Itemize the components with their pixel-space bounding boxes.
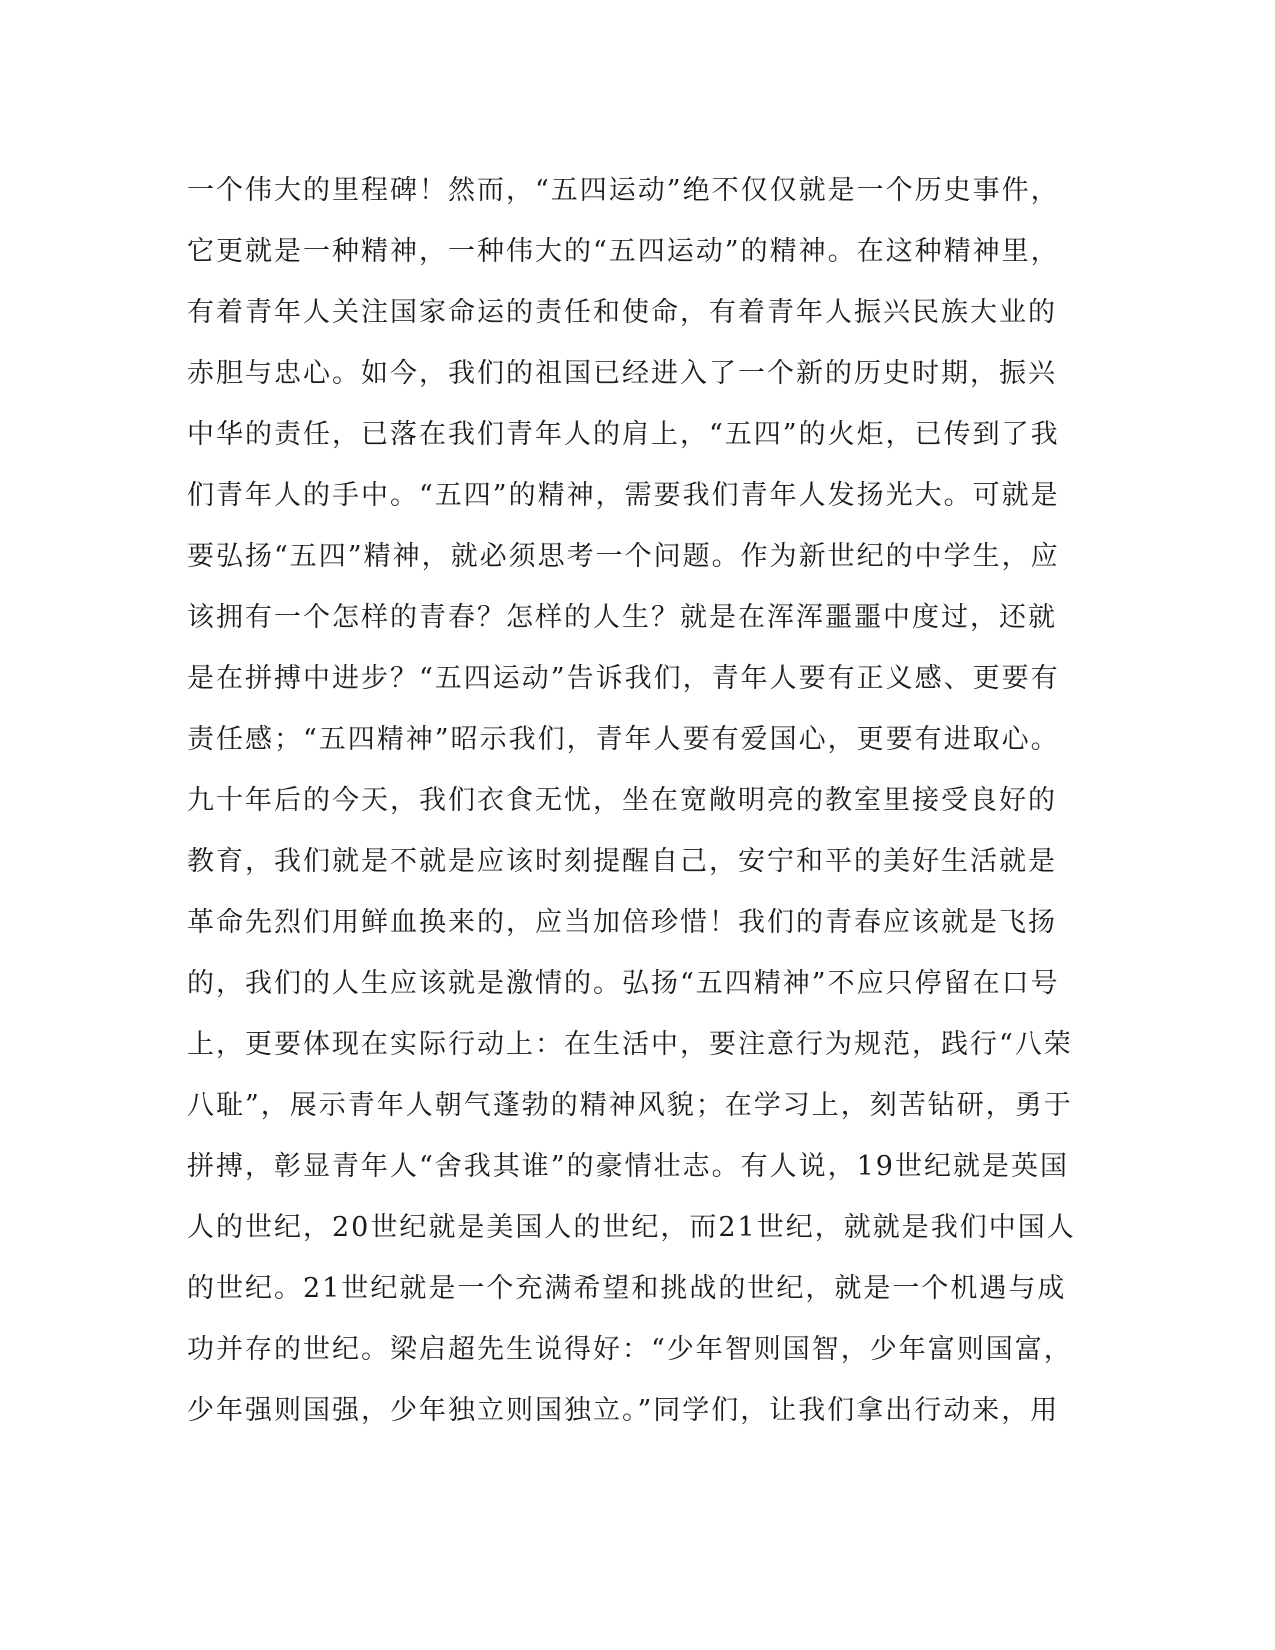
text-line: 它更就是一种精神，一种伟大的“五四运动”的精神。在这种精神里， (187, 236, 1060, 267)
text-line: 的世纪。21世纪就是一个充满希望和挑战的世纪，就是一个机遇与成 (187, 1273, 1067, 1304)
text-line: 有着青年人关注国家命运的责任和使命，有着青年人振兴民族大业的 (187, 297, 1057, 328)
text-line: 教育，我们就是不就是应该时刻提醒自己，安宁和平的美好生活就是 (187, 846, 1057, 877)
text-line: 责任感；“五四精神”昭示我们，青年人要有爱国心，更要有进取心。 (187, 724, 1060, 755)
text-line: 要弘扬“五四”精神，就必须思考一个问题。作为新世纪的中学生，应 (187, 541, 1060, 572)
text-line: 九十年后的今天，我们衣食无忧，坐在宽敞明亮的教室里接受良好的 (187, 785, 1057, 816)
text-line: 少年强则国强，少年独立则国独立。”同学们，让我们拿出行动来，用 (187, 1395, 1060, 1426)
text-line: 赤胆与忠心。如今，我们的祖国已经进入了一个新的历史时期，振兴 (187, 358, 1057, 389)
text-line: 的，我们的人生应该就是激情的。弘扬“五四精神”不应只停留在口号 (187, 968, 1060, 999)
body-text (187, 160, 1087, 1441)
text-line: 们青年人的手中。“五四”的精神，需要我们青年人发扬光大。可就是 (187, 480, 1060, 511)
text-line: 上，更要体现在实际行动上：在生活中，要注意行为规范，践行“八荣 (187, 1029, 1073, 1060)
text-line: 中华的责任，已落在我们青年人的肩上，“五四”的火炬，已传到了我 (187, 419, 1060, 450)
text-line: 一个伟大的里程碑！然而，“五四运动”绝不仅仅就是一个历史事件， (187, 175, 1060, 206)
text-line: 该拥有一个怎样的青春？怎样的人生？就是在浑浑噩噩中度过，还就 (187, 602, 1057, 633)
text-line: 人的世纪，20世纪就是美国人的世纪，而21世纪，就就是我们中国人 (187, 1212, 1076, 1243)
text-line: 功并存的世纪。梁启超先生说得好：“少年智则国智，少年富则国富， (187, 1334, 1073, 1365)
text-line: 革命先烈们用鲜血换来的，应当加倍珍惜！我们的青春应该就是飞扬 (187, 907, 1057, 938)
text-line: 拼搏，彰显青年人“舍我其谁”的豪情壮志。有人说，19世纪就是英国 (187, 1151, 1069, 1182)
text-line: 是在拼搏中进步？“五四运动”告诉我们，青年人要有正义感、更要有 (187, 663, 1060, 694)
text-line: 八耻”，展示青年人朝气蓬勃的精神风貌；在学习上，刻苦钻研，勇于 (187, 1090, 1073, 1121)
